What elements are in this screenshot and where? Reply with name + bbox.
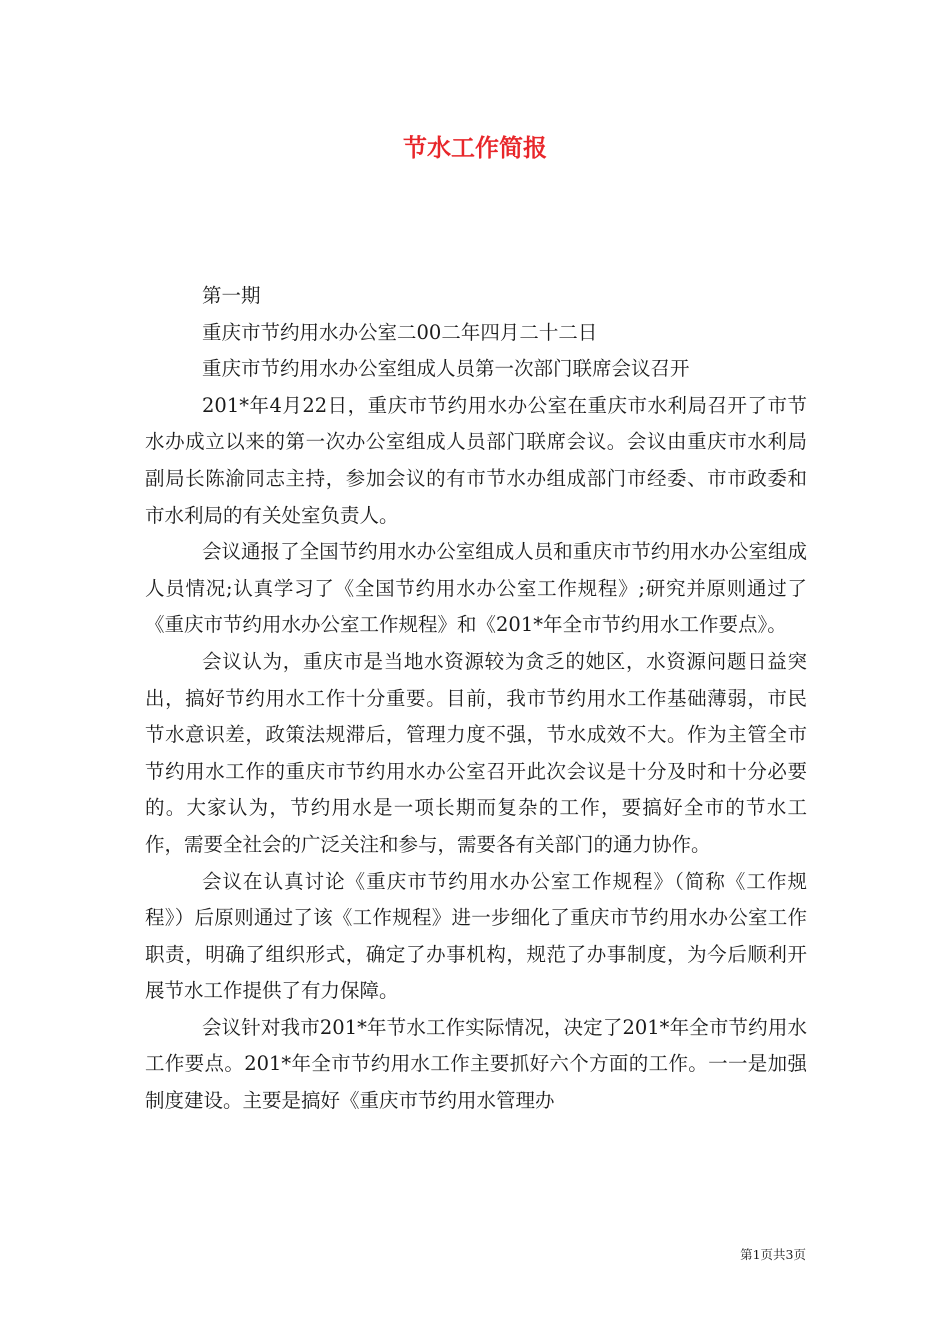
body-paragraph: 会议认为，重庆市是当地水资源较为贪乏的她区，水资源问题日益突出，搞好节约用水工作十分重要。目前，我市节约用水工作基础薄弱，市民节水意识差，政策法规滞后，管理力度不强，节水成效不大。作为主管全市节约用水工作的重庆市节约用水办公室召开此次会议是十分及时和十分必要的。大家认为，节约用水是一项长期而复杂的工作，要搞好全市的节水工作，需要全社会的广泛关注和参与，需要各有关部门的通力协作。	[145, 649, 807, 856]
body-paragraph: 会议在认真讨论《重庆市节约用水办公室工作规程》（简称《工作规程》）后原则通过了该《工作规程》进一步细化了重庆市节约用水办公室工作职责，明确了组织形式，确定了办事机构，规范了办事制度，为今后顺利开展节水工作提供了有力保障。	[145, 869, 807, 1003]
issue-number: 第一期	[202, 284, 261, 307]
article-headline: 重庆市节约用水办公室组成人员第一次部门联席会议召开	[202, 357, 690, 381]
body-paragraph: 201*年4月22日，重庆市节约用水办公室在重庆市水利局召开了市节水办成立以来的第一次办公室组成人员部门联席会议。会议由重庆市水利局副局长陈渝同志主持，参加会议的有市节水办组成部门市经委、市市政委和市水利局的有关处室负责人。	[145, 393, 807, 527]
page-number-footer: 第1页共3页	[740, 1247, 806, 1262]
body-paragraph: 会议通报了全国节约用水办公室组成人员和重庆市节约用水办公室组成人员情况;认真学习了《全国节约用水办公室工作规程》;研究并原则通过了《重庆市节约用水办公室工作规程》和《201*年全市节约用水工作要点》。	[145, 540, 807, 637]
body-paragraph: 会议针对我市201*年节水工作实际情况，决定了201*年全市节约用水工作要点。201*年全市节约用水工作主要抓好六个方面的工作。一一是加强制度建设。主要是搞好《重庆市节约用水管理办	[145, 1015, 807, 1113]
document-title: 节水工作简报	[403, 133, 547, 162]
document-body	[145, 278, 807, 1120]
issuer-and-date: 重庆市节约用水办公室二00二年四月二十二日	[202, 320, 598, 344]
